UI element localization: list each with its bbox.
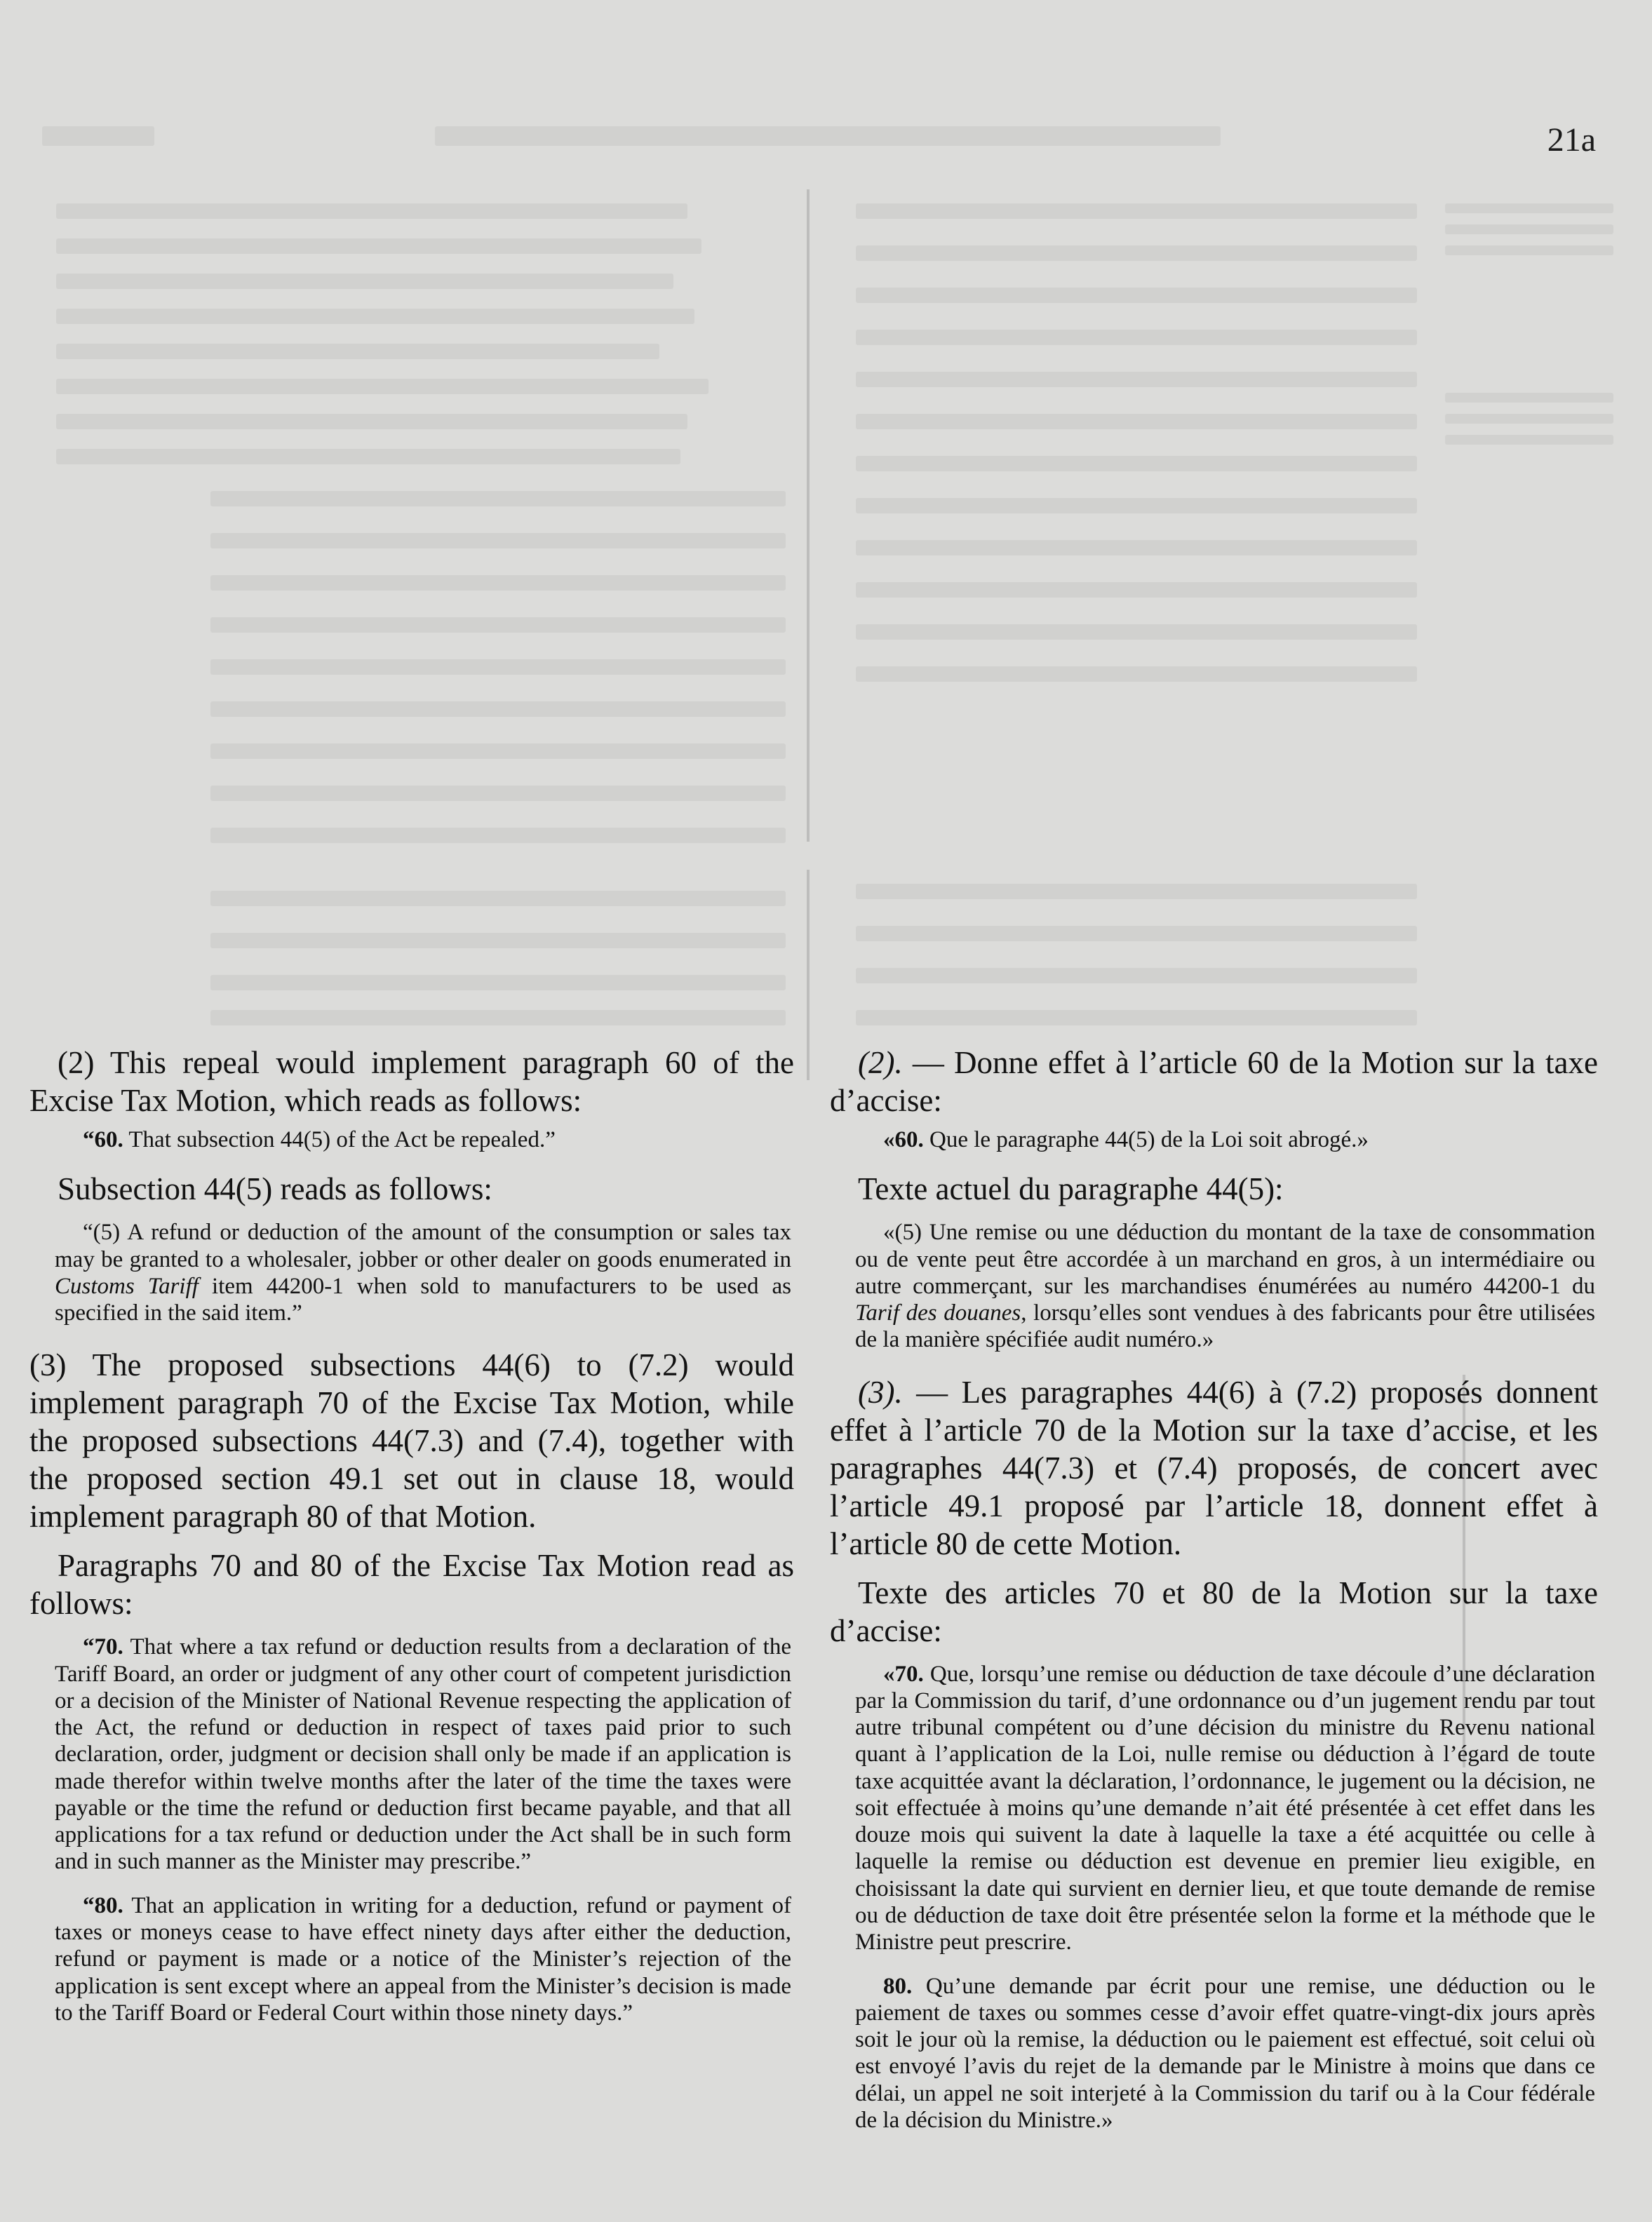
fr-articles-heading: Texte des articles 70 et 80 de la Motion sur la taxe d’accise:	[830, 1575, 1598, 1648]
fr-quote-5-post: , lorsqu’elles sont vendues à des fabricants pour être utilisées de la manière spécifiée audit numéro.»	[855, 1300, 1596, 1353]
fr-quote-5-italic: Tarif des douanes	[855, 1300, 1021, 1326]
fr-quote-5	[830, 1219, 1598, 1353]
en-quote-5-post: item 44200-1 when sold to manufacturers to be used as specified in the said item.”	[55, 1273, 792, 1326]
en-paragraph-3: (3) The proposed subsections 44(6) to (7.2) would implement paragraph 70 of the Excise Tax Motion, while the proposed subsections 44(7.3) and (7.4), together with the proposed section 49.1 set out in clause 18, would implement paragraph 80 of that Motion.	[29, 1347, 794, 1535]
en-quote-80-number: “80.	[83, 1892, 123, 1918]
en-quote-5	[29, 1219, 794, 1326]
english-column	[29, 1044, 794, 2043]
en-paragraph-2: (2) This repeal would implement paragraph 60 of the Excise Tax Motion, which reads as follows:	[29, 1045, 794, 1118]
en-paragraphs-heading: Paragraphs 70 and 80 of the Excise Tax Motion read as follows:	[29, 1548, 794, 1622]
fr-subsection-heading: Texte actuel du paragraphe 44(5):	[858, 1171, 1284, 1207]
en-quote-60	[29, 1126, 794, 1153]
fr-paragraph-2	[830, 1044, 1598, 1119]
fr-quote-80	[830, 1973, 1598, 2134]
fr-quote-70	[830, 1661, 1598, 1956]
fr-paragraph-3-text: — Les paragraphes 44(6) à (7.2) proposés donnent effet à l’article 70 de la Motion sur la taxe d’accise, et les paragraphes 44(7.3) et (7.4) proposés, de concert avec l’article 49.1 proposé par l’article 18, donnent effet à l’article 80 de cette Motion.	[830, 1374, 1598, 1561]
fr-quote-60-number: «60.	[883, 1127, 924, 1152]
fr-quote-60-text: Que le paragraphe 44(5) de la Loi soit abrogé.»	[923, 1127, 1369, 1152]
fr-quote-80-number: 80.	[883, 1973, 913, 1999]
en-quote-60-number: “60.	[83, 1127, 123, 1152]
fr-paragraph-3	[830, 1373, 1598, 1563]
en-quote-5-pre: “(5) A refund or deduction of the amount of the consumption or sales tax may be granted to a wholesaler, jobber or other dealer on goods enumerated in	[55, 1220, 791, 1272]
en-quote-70-number: “70.	[83, 1634, 123, 1660]
en-subsection-heading: Subsection 44(5) reads as follows:	[58, 1171, 492, 1207]
fr-quote-5-pre: «(5) Une remise ou une déduction du montant de la taxe de consommation ou de vente peut être accordée à un marchand en gros, à un intermédiaire ou autre commerçant, sur les marchandises énumérées au numéro 44200-1 du	[855, 1220, 1595, 1299]
french-column	[830, 1044, 1598, 2150]
fr-quote-70-number: «70.	[883, 1661, 924, 1687]
en-quote-80	[29, 1892, 794, 2026]
fr-quote-60	[830, 1126, 1598, 1153]
en-quote-60-text: That subsection 44(5) of the Act be repealed.”	[123, 1127, 556, 1152]
en-quote-5-italic: Customs Tariff	[55, 1273, 199, 1299]
page-number: 21a	[1547, 121, 1596, 159]
fr-quote-70-text: Que, lorsqu’une remise ou déduction de taxe découle d’une déclaration par la Commission du tarif, d’une ordonnance ou d’un jugement rendu par tout autre tribunal compétent ou d’une décision du ministre du Revenu national quant à l’application de la Loi, nulle remise ou déduction à l’égard de toute taxe acquittée avant la déclaration, l’ordonnance, le jugement ou la décision, ne soit effectuée à moins qu’une demande n’ait été présentée à cet effet dans les douze mois qui suivent la date à laquelle la taxe a été acquittée ou celle à laquelle la remise ou déduction est devenue en premier lieu exigible, en choisissant la date qui survient en dernier lieu, et que toute demande de remise ou de déduction de taxe doit être présentée selon la forme et la méthode que le Ministre peut prescrire.	[855, 1661, 1595, 1955]
fr-paragraph-2-text: — Donne effet à l’article 60 de la Motion sur la taxe d’accise:	[830, 1045, 1598, 1118]
fr-paragraph-3-number: (3).	[858, 1374, 903, 1410]
en-quote-80-text: That an application in writing for a deduction, refund or payment of taxes or moneys cease to have effect ninety days after either the deduction, refund or payment is made or a notice of the Minister’s rejection of the application is sent except where an appeal from the Minister’s decision is made to the Tariff Board or Federal Court within those ninety days.”	[55, 1892, 791, 2026]
fr-paragraph-2-number: (2).	[858, 1045, 903, 1080]
fr-quote-80-text: Qu’une demande par écrit pour une remise, une déduction ou le paiement de taxes ou sommes cesse d’avoir effet quatre-vingt-dix jours après soit le jour où la remise, la déduction ou le paiement est effectué, soit celui où est envoyé l’avis du rejet de la demande par le Ministre à moins que dans ce délai, un appel ne soit interjeté à la Commission du tarif ou à la Cour fédérale de la décision du Ministre.»	[855, 1973, 1595, 2133]
en-quote-70	[29, 1634, 794, 1875]
en-quote-70-text: That where a tax refund or deduction results from a declaration of the Tariff Board, an order or judgment of any other court of competent jurisdiction or a decision of the Minister of National Revenue respecting the application of the Act, the refund or deduction in respect of taxes paid prior to such declaration, order, judgment or decision shall only be made if an application is made therefor within twelve months after the later of the time the taxes were payable or the time the refund or deduction first became payable, and that all applications for a tax refund or deduction under the Act shall be in such form and in such manner as the Minister may prescribe.”	[55, 1634, 791, 1875]
